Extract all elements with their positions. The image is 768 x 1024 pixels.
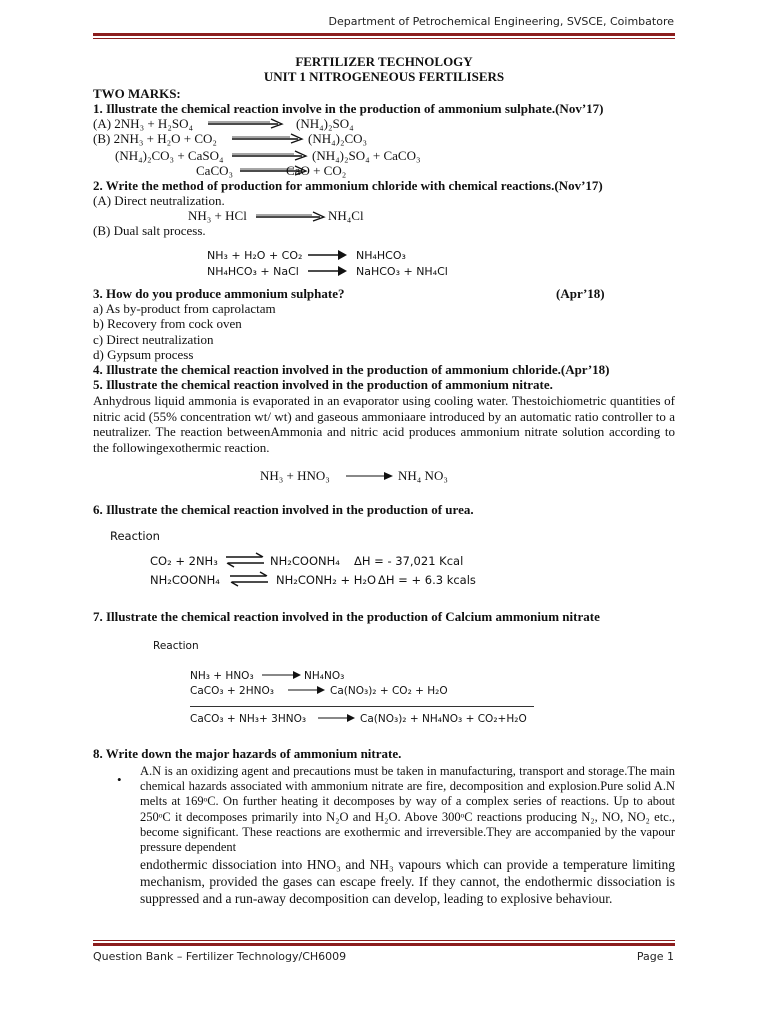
q6-r2-right: NH₂CONH₂ + H₂O bbox=[276, 573, 377, 587]
question-2: 2. Write the method of production for ammonium chloride with chemical reactions.(Nov’17) bbox=[93, 178, 603, 193]
page-header: Department of Petrochemical Engineering, SVSCE, Coimbatore bbox=[328, 15, 674, 28]
bullet-icon: • bbox=[117, 772, 122, 787]
right-arrow-icon bbox=[346, 471, 394, 481]
equilibrium-arrow-icon bbox=[226, 553, 266, 567]
q6-r2-enthalpy: ΔH = + 6.3 kcals bbox=[378, 573, 476, 587]
q7-r1-left: NH₃ + HNO₃ bbox=[190, 670, 254, 682]
unit-title: UNIT 1 NITROGENEOUS FERTILISERS bbox=[263, 69, 505, 84]
header-rule bbox=[93, 33, 675, 36]
q6-reaction-label: Reaction bbox=[110, 529, 160, 543]
question-4: 4. Illustrate the chemical reaction involved in the production of ammonium chloride.(Apr’18) bbox=[93, 362, 610, 377]
q2-method-b: (B) Dual salt process. bbox=[93, 223, 206, 238]
q7-r2-left: CaCO₃ + 2HNO₃ bbox=[190, 685, 274, 697]
q3-option: b) Recovery from cock oven bbox=[93, 316, 242, 331]
q1-reaction-c-product: (NH₄)₂SO₄ + CaCO₃ bbox=[312, 148, 421, 163]
question-1: 1. Illustrate the chemical reaction involve in the production of ammonium sulphate.(Nov’17) bbox=[93, 101, 604, 116]
q1-reaction-b-product: (NH₄)₂CO₃ bbox=[308, 131, 368, 146]
footer-rule bbox=[93, 943, 675, 946]
q1-reaction-b-reactants: (B) 2NH₃ + H₂O + CO₂ bbox=[93, 131, 217, 146]
question-5: 5. Illustrate the chemical reaction involved in the production of ammonium nitrate. bbox=[93, 377, 553, 392]
page-number: Page 1 bbox=[636, 950, 674, 963]
q7-r3-right: Ca(NO₃)₂ + NH₄NO₃ + CO₂+H₂O bbox=[360, 713, 527, 725]
q6-r1-enthalpy: ΔH = - 37,021 Kcal bbox=[354, 554, 464, 568]
footer-left: Question Bank – Fertilizer Technology/CH6009 bbox=[93, 950, 347, 963]
q7-sum-line bbox=[190, 706, 534, 707]
q2-dual-salt-r2-left: NH₄HCO₃ + NaCl bbox=[207, 265, 299, 278]
footer-rule-thin bbox=[93, 940, 675, 941]
q2-method-a: (A) Direct neutralization. bbox=[93, 193, 225, 208]
q5-reaction-product: NH₄ NO₃ bbox=[398, 468, 448, 483]
equilibrium-arrow-icon bbox=[230, 572, 270, 586]
right-arrow-icon bbox=[232, 150, 308, 160]
q7-r2-right: Ca(NO₃)₂ + CO₂ + H₂O bbox=[330, 685, 448, 697]
question-3: 3. How do you produce ammonium sulphate? bbox=[93, 286, 345, 301]
q3-option: d) Gypsum process bbox=[93, 347, 194, 362]
q7-r1-right: NH₄NO₃ bbox=[304, 670, 345, 682]
q8-bullet-part1: A.N is an oxidizing agent and precautions must be taken in manufacturing, transport and storage.The main chemical hazards associated with ammonium nitrate are fire, decomposition and explosion.Pure solid A.N melts at 169ᵒC. On further heating it decomposes by way of a complex series of reactions. Up to about 250ᵒC it decomposes primarily into N₂O and H₂O. Above 300ᵒC reactions producing N₂, NO, NO₂ etc., become significant. These reactions are exothermic and irreversible.They are accompanied by the vapour pressure dependent bbox=[140, 764, 675, 855]
q6-r1-right: NH₂COONH₄ bbox=[270, 554, 340, 568]
q5-answer-paragraph: Anhydrous liquid ammonia is evaporated in an evaporator using cooling water. Thestoichiometric quantities of nitric acid (55% concentration wt/ wt) and gaseous ammoniaare introduced by an automatic ratio controller to a neutralizer. The reaction betweenAmmonia and nitric acid produces ammonium nitrate solution according to the followingexothermic reaction. bbox=[93, 393, 675, 455]
q1-reaction-a-reactants: (A) 2NH₃ + H₂SO₄ bbox=[93, 116, 194, 131]
q3-option: a) As by-product from caprolactam bbox=[93, 301, 276, 316]
q2-dual-salt-r1-left: NH₃ + H₂O + CO₂ bbox=[207, 249, 303, 262]
q7-r3-left: CaCO₃ + NH₃+ 3HNO₃ bbox=[190, 713, 307, 725]
q8-bullet-part2: endothermic dissociation into HNO₃ and NH₃ vapours which can provide a temperature limiting mechanism, provided the gases can escape freely. If they cannot, the endothermic dissociation is suppressed and a run-away decomposition can develop, leading to explosive behaviour. bbox=[140, 857, 675, 907]
right-arrow-icon bbox=[318, 714, 356, 722]
question-8: 8. Write down the major hazards of ammonium nitrate. bbox=[93, 746, 402, 761]
q2-reaction-a-reactants: NH₃ + HCl bbox=[188, 208, 247, 223]
q2-dual-salt-r1-right: NH₄HCO₃ bbox=[356, 249, 406, 262]
section-label: TWO MARKS: bbox=[93, 86, 181, 101]
q5-reaction-reactants: NH₃ + HNO₃ bbox=[260, 468, 330, 483]
q3-option: c) Direct neutralization bbox=[93, 332, 214, 347]
header-rule-thin bbox=[93, 38, 675, 39]
right-arrow-icon bbox=[308, 266, 348, 276]
q6-r1-left: CO₂ + 2NH₃ bbox=[150, 554, 218, 568]
q1-reaction-d-reactant: CaCO₃ bbox=[196, 163, 234, 178]
right-arrow-icon bbox=[208, 118, 284, 128]
right-arrow-icon bbox=[262, 671, 302, 679]
q8-bullet-text bbox=[140, 764, 675, 907]
q1-reaction-d-product: CaO + CO₂ bbox=[286, 163, 347, 178]
right-arrow-icon bbox=[308, 250, 348, 260]
right-arrow-icon bbox=[288, 686, 326, 694]
document-title: FERTILIZER TECHNOLOGY bbox=[295, 54, 473, 69]
q6-r2-left: NH₂COONH₄ bbox=[150, 573, 220, 587]
question-7: 7. Illustrate the chemical reaction involved in the production of Calcium ammonium nitrate bbox=[93, 609, 600, 624]
right-arrow-icon bbox=[256, 211, 326, 221]
question-3-date: (Apr’18) bbox=[556, 286, 605, 301]
right-arrow-icon bbox=[232, 133, 304, 143]
q1-reaction-c-reactants: (NH₄)₂CO₃ + CaSO₄ bbox=[115, 148, 224, 163]
question-6: 6. Illustrate the chemical reaction involved in the production of urea. bbox=[93, 502, 474, 517]
q1-reaction-a-product: (NH₄)₂SO₄ bbox=[296, 116, 354, 131]
q2-dual-salt-r2-right: NaHCO₃ + NH₄Cl bbox=[356, 265, 448, 278]
q2-reaction-a-product: NH₄Cl bbox=[328, 208, 364, 223]
q7-reaction-label: Reaction bbox=[153, 640, 199, 652]
